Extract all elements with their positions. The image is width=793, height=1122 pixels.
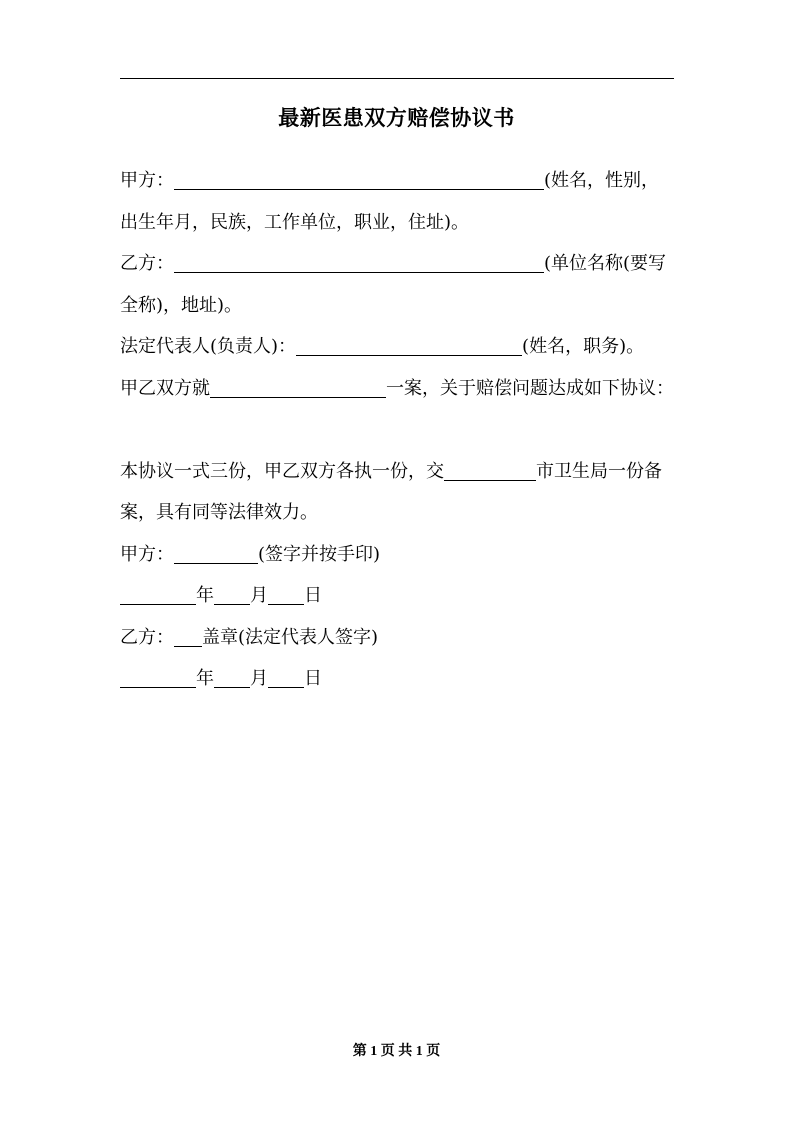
legal-rep-blank[interactable] xyxy=(296,333,522,356)
sign-a-tail: (签字并按手印) xyxy=(258,543,381,565)
copies-prefix: 本协议一式三份，甲乙双方各执一份，交 xyxy=(120,460,444,482)
date-a-year-label: 年 xyxy=(196,585,214,606)
sign-b-line xyxy=(120,617,680,659)
case-name-blank[interactable] xyxy=(210,375,386,398)
party-b-continuation: 全称)，地址)。 xyxy=(120,294,243,316)
legal-rep-line xyxy=(120,326,680,368)
party-b-line xyxy=(120,243,680,285)
date-b-month-blank[interactable] xyxy=(214,665,250,688)
party-a-tail: (姓名，性别， xyxy=(544,170,660,191)
copies-suffix: 市卫生局一份备 xyxy=(536,460,662,482)
sign-a-line xyxy=(120,534,680,576)
date-b-day-blank[interactable] xyxy=(268,665,304,688)
city-blank[interactable] xyxy=(444,458,536,481)
party-b-label: 乙方： xyxy=(120,253,174,274)
legal-rep-tail: (姓名，职务)。 xyxy=(522,336,645,357)
document-body xyxy=(120,160,680,700)
date-a-day-blank[interactable] xyxy=(268,582,304,605)
date-b-line xyxy=(120,658,680,700)
party-a-label: 甲方： xyxy=(120,170,174,191)
party-b-tail: (单位名称(要写 xyxy=(544,253,667,274)
party-b-name-blank[interactable] xyxy=(174,250,544,273)
spacer xyxy=(120,409,680,451)
party-a-continuation: 出生年月，民族，工作单位，职业，住址)。 xyxy=(120,211,470,233)
date-b-day-label: 日 xyxy=(304,668,322,689)
date-a-year-blank[interactable] xyxy=(120,582,196,605)
party-a-name-blank[interactable] xyxy=(174,167,544,190)
date-a-month-blank[interactable] xyxy=(214,582,250,605)
sign-b-tail: 盖章(法定代表人签字) xyxy=(202,626,379,648)
date-a-day-label: 日 xyxy=(304,585,322,606)
document-title: 最新医患双方赔偿协议书 xyxy=(278,105,515,130)
date-a-line xyxy=(120,575,680,617)
sign-b-label: 乙方： xyxy=(120,626,174,648)
case-suffix: 一案，关于赔偿问题达成如下协议： xyxy=(386,377,674,399)
date-a-month-label: 月 xyxy=(250,585,268,606)
page-footer: 第 1 页 共 1 页 xyxy=(352,1044,441,1059)
copies-continuation: 案，具有同等法律效力。 xyxy=(120,502,318,523)
copies-line xyxy=(120,451,680,493)
header-rule xyxy=(120,78,674,79)
legal-rep-label: 法定代表人(负责人)： xyxy=(120,336,297,357)
case-prefix: 甲乙双方就 xyxy=(120,377,210,399)
date-b-month-label: 月 xyxy=(250,668,268,689)
date-b-year-label: 年 xyxy=(196,668,214,689)
date-b-year-blank[interactable] xyxy=(120,665,196,688)
party-a-line xyxy=(120,160,680,202)
case-line xyxy=(120,368,680,410)
sign-b-blank[interactable] xyxy=(174,624,202,647)
sign-a-blank[interactable] xyxy=(174,541,258,564)
sign-a-label: 甲方： xyxy=(120,543,174,565)
